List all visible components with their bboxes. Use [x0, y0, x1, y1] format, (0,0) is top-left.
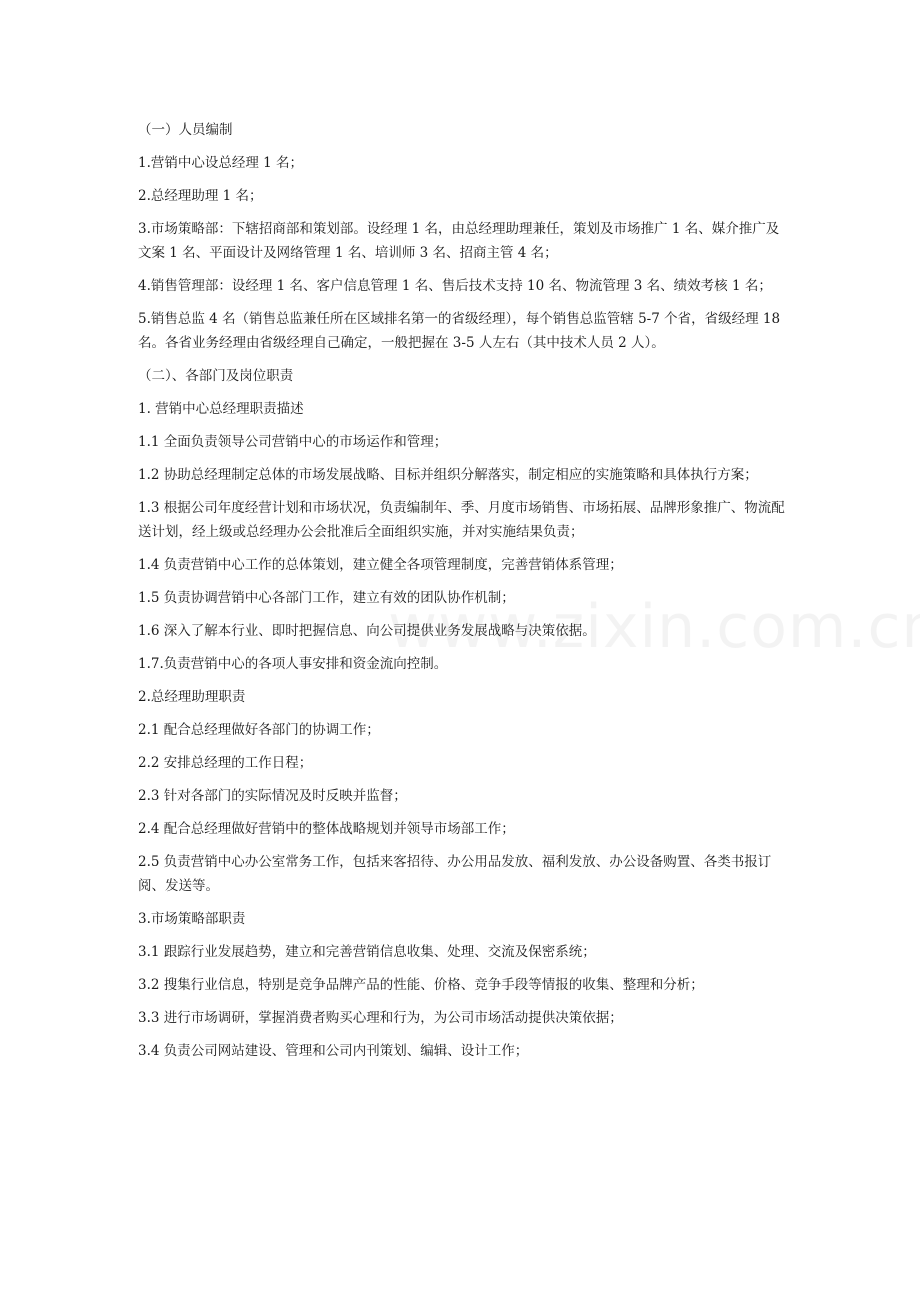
paragraph: 2.5 负责营销中心办公室常务工作，包括来客招待、办公用品发放、福利发放、办公设备购置、各类书报订阅、发送等。 [138, 854, 772, 894]
paragraph: 1.7.负责营销中心的各项人事安排和资金流向控制。 [138, 656, 448, 672]
paragraph: 4.销售管理部：设经理 1 名、客户信息管理 1 名、售后技术支持 10 名、物流管理 3 名、绩效考核 1 名； [138, 278, 772, 294]
paragraph: 2.1 配合总经理做好各部门的协调工作； [138, 722, 380, 738]
subsection-heading: 2.总经理助理职责 [138, 689, 246, 705]
paragraph: 1.3 根据公司年度经营计划和市场状况，负责编制年、季、月度市场销售、市场拓展、品牌形象推广、物流配送计划，经上级或总经理办公会批准后全面组织实施，并对实施结果负责； [138, 500, 785, 540]
subsection-heading: 3.市场策略部职责 [138, 911, 246, 927]
paragraph: 3.4 负责公司网站建设、管理和公司内刊策划、编辑、设计工作； [138, 1043, 529, 1059]
paragraph: 1.2 协助总经理制定总体的市场发展战略、目标并组织分解落实，制定相应的实施策略和具体执行方案； [138, 467, 758, 483]
paragraph: 1.6 深入了解本行业、即时把握信息、向公司提供业务发展战略与决策依据。 [138, 623, 596, 639]
paragraph: 3.2 搜集行业信息，特别是竞争品牌产品的性能、价格、竞争手段等情报的收集、整理和分析； [138, 977, 704, 993]
subsection-heading: 1. 营销中心总经理职责描述 [138, 401, 304, 417]
document-body [138, 118, 788, 1072]
paragraph: 2.4 配合总经理做好营销中的整体战略规划并领导市场部工作； [138, 821, 515, 837]
paragraph: 3.市场策略部：下辖招商部和策划部。设经理 1 名，由总经理助理兼任，策划及市场推广 1 名、媒介推广及文案 1 名、平面设计及网络管理 1 名、培训师 3 名、招商主管 4 名； [138, 221, 780, 261]
paragraph: 2.3 针对各部门的实际情况及时反映并监督； [138, 788, 407, 804]
paragraph: 1.5 负责协调营销中心各部门工作，建立有效的团队协作机制； [138, 590, 515, 606]
paragraph: 3.3 进行市场调研，掌握消费者购买心理和行为，为公司市场活动提供决策依据； [138, 1010, 623, 1026]
paragraph: 5.销售总监 4 名（销售总监兼任所在区域排名第一的省级经理），每个销售总监管辖 5-7 个省，省级经理 18 名。各省业务经理由省级经理自己确定，一般把握在 3-5 人左右（其中技术人员 2 人）。 [138, 311, 781, 351]
paragraph: 1.4 负责营销中心工作的总体策划，建立健全各项管理制度，完善营销体系管理； [138, 557, 623, 573]
paragraph: 2.2 安排总经理的工作日程； [138, 755, 313, 771]
paragraph: 3.1 跟踪行业发展趋势，建立和完善营销信息收集、处理、交流及保密系统； [138, 944, 596, 960]
section-heading: （一）人员编制 [138, 122, 233, 138]
paragraph: 2.总经理助理 1 名； [138, 188, 263, 204]
paragraph: 1.1 全面负责领导公司营销中心的市场运作和管理； [138, 434, 448, 450]
paragraph: 1.营销中心设总经理 1 名； [138, 155, 304, 171]
section-heading: （二）、各部门及岗位职责 [138, 368, 294, 384]
